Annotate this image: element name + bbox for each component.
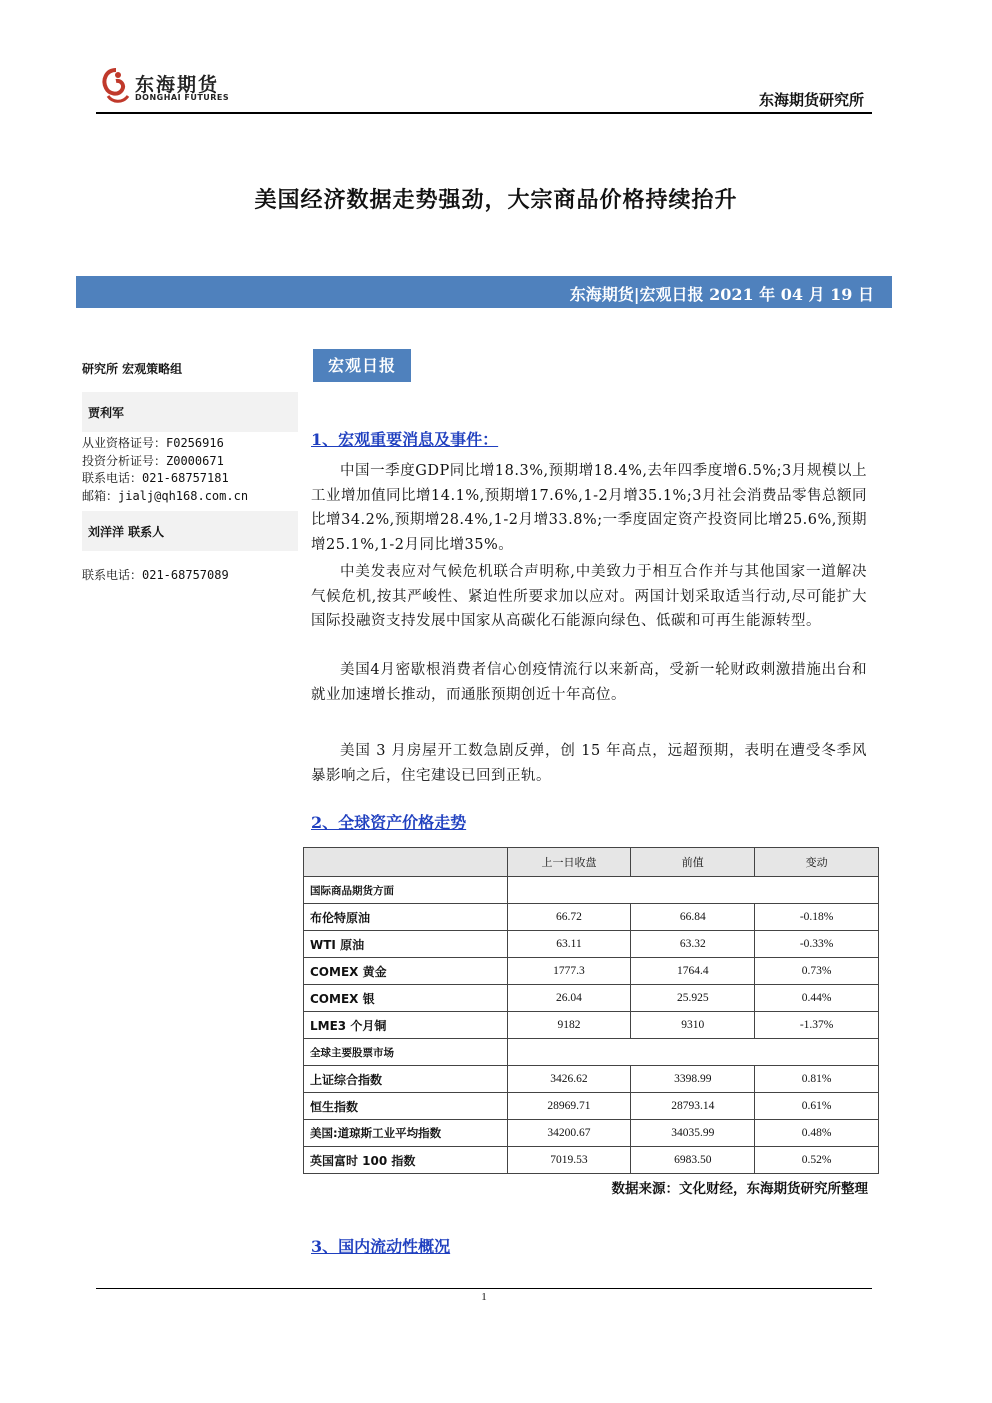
row-change: -0.18% — [755, 904, 879, 931]
row-change: 0.81% — [755, 1066, 879, 1093]
analyst1-email[interactable]: 邮箱：jialj@qh168.com.cn — [82, 488, 249, 503]
logo-emblem-icon — [98, 66, 134, 106]
data-source-note: 数据来源：文化财经，东海期货研究所整理 — [611, 1181, 868, 1197]
row-prev: 9310 — [631, 1012, 755, 1039]
table-row — [304, 931, 879, 958]
paragraph-gdp: 中国一季度GDP同比增18.3%,预期增18.4%,去年四季度增6.5%;3月规模以上工业增加值同比增14.1%,预期增17.6%,1-2月增35.1%;3月社会消费品零售总额同比增34.2%,预期增28.4%,1-2月增33.8%;一季度固定资产投资同比增25.6%,预期增25.1%,1-2月同比增35%。 — [311, 463, 867, 553]
document-title: 美国经济数据走势强劲，大宗商品价格持续抬升 — [254, 187, 738, 213]
row-name: COMEX 黄金 — [304, 958, 508, 985]
col-header-change: 变动 — [755, 848, 879, 877]
report-banner — [76, 276, 892, 308]
row-prev: 66.84 — [631, 904, 755, 931]
row-name: LME3 个月铜 — [304, 1012, 508, 1039]
row-close: 26.04 — [507, 985, 631, 1012]
table-row — [304, 1093, 879, 1120]
col-header-close: 上一日收盘 — [507, 848, 631, 877]
row-prev: 3398.99 — [631, 1066, 755, 1093]
row-close: 34200.67 — [507, 1120, 631, 1147]
row-change: 0.52% — [755, 1147, 879, 1174]
sidebar-analyst2-header — [82, 511, 298, 551]
row-close: 9182 — [507, 1012, 631, 1039]
row-name: 恒生指数 — [304, 1093, 508, 1120]
row-name: WTI 原油 — [304, 931, 508, 958]
table-row — [304, 958, 879, 985]
footer-divider — [96, 1288, 872, 1289]
row-prev: 63.32 — [631, 931, 755, 958]
table-row — [304, 904, 879, 931]
table-group-row — [304, 1039, 879, 1066]
banner-text: 东海期货|宏观日报 2021 年 04 月 19 日 — [569, 285, 874, 304]
logo-text-cn: 东海期货 — [135, 74, 220, 96]
row-prev: 25.925 — [631, 985, 755, 1012]
row-prev: 28793.14 — [631, 1093, 755, 1120]
row-name: 布伦特原油 — [304, 904, 508, 931]
row-change: 0.73% — [755, 958, 879, 985]
table-header-blank — [304, 848, 508, 877]
col-header-prev: 前值 — [631, 848, 755, 877]
row-change: 0.44% — [755, 985, 879, 1012]
table-row — [304, 985, 879, 1012]
table-row — [304, 1066, 879, 1093]
row-close: 28969.71 — [507, 1093, 631, 1120]
table-header-row — [304, 848, 879, 877]
row-prev: 34035.99 — [631, 1120, 755, 1147]
row-close: 66.72 — [507, 904, 631, 931]
group-label-commodities: 国际商品期货方面 — [304, 877, 508, 904]
analyst1-invest-cert: 投资分析证号：Z0000671 — [82, 453, 224, 468]
row-close: 3426.62 — [507, 1066, 631, 1093]
analyst1-cert: 从业资格证号：F0256916 — [82, 436, 224, 450]
row-close: 7019.53 — [507, 1147, 631, 1174]
sidebar-analyst1-header — [82, 392, 298, 432]
table-group-row — [304, 877, 879, 904]
row-change: 0.48% — [755, 1120, 879, 1147]
row-change: -0.33% — [755, 931, 879, 958]
row-name: 美国:道琼斯工业平均指数 — [304, 1120, 508, 1147]
table-row — [304, 1012, 879, 1039]
row-prev: 6983.50 — [631, 1147, 755, 1174]
row-name: COMEX 银 — [304, 985, 508, 1012]
analyst1-name: 贾利军 — [88, 406, 125, 420]
paragraph-housing: 美国 3 月房屋开工数急剧反弹，创 15 年高点，远超预期，表明在遭受冬季风暴影响之后，住宅建设已回到正轨。 — [311, 743, 867, 784]
row-close: 1777.3 — [507, 958, 631, 985]
group-label-equities: 全球主要股票市场 — [304, 1039, 508, 1066]
paragraph-climate: 中美发表应对气候危机联合声明称,中美致力于相互合作并与其他国家一道解决气候危机,按其严峻性、紧迫性所要求加以应对。两国计划采取适当行动,尽可能扩大国际投融资支持发展中国家从高碳化石能源向绿色、低碳和可再生能源转型。 — [311, 564, 867, 629]
asset-price-table — [303, 847, 879, 1174]
section-heading-1: 1、宏观重要消息及事件： — [311, 430, 499, 449]
row-name: 上证综合指数 — [304, 1066, 508, 1093]
section-heading-2: 2、全球资产价格走势 — [311, 813, 467, 832]
header-institute: 东海期货研究所 — [758, 91, 864, 109]
paragraph-michigan: 美国4月密歇根消费者信心创疫情流行以来新高，受新一轮财政刺激措施出台和就业加速增长推动，而通胀预期创近十年高位。 — [311, 662, 867, 703]
group-empty-cell — [507, 877, 878, 904]
analyst2-phone: 联系电话：021-68757089 — [82, 568, 229, 582]
report-type-tag: 宏观日报 — [313, 349, 411, 382]
analyst2-name: 刘洋洋 联系人 — [88, 525, 165, 539]
section-heading-3: 3、国内流动性概况 — [311, 1237, 451, 1256]
row-close: 63.11 — [507, 931, 631, 958]
group-empty-cell — [507, 1039, 878, 1066]
row-change: -1.37% — [755, 1012, 879, 1039]
sidebar-dept: 研究所 宏观策略组 — [82, 362, 183, 376]
analyst1-phone: 联系电话：021-68757181 — [82, 471, 229, 485]
table-row — [304, 1147, 879, 1174]
row-prev: 1764.4 — [631, 958, 755, 985]
analyst1-info — [82, 435, 298, 505]
row-change: 0.61% — [755, 1093, 879, 1120]
table-row — [304, 1120, 879, 1147]
row-name: 英国富时 100 指数 — [304, 1147, 508, 1174]
page-number: 1 — [481, 1291, 487, 1303]
logo-text-en: DONGHAI FUTURES — [135, 93, 230, 102]
header-divider — [96, 112, 872, 114]
